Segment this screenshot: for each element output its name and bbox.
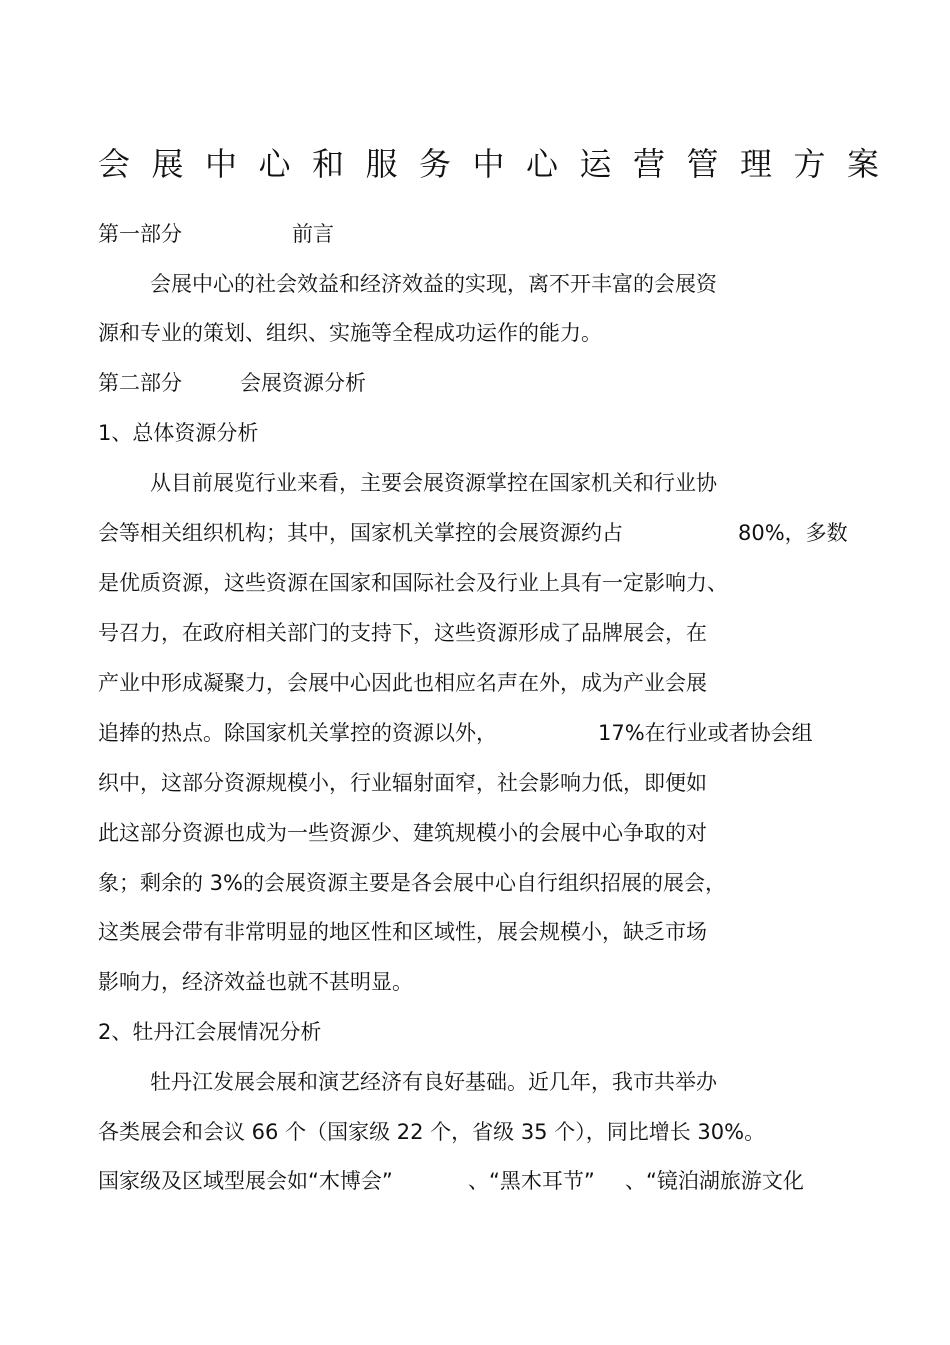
section2-line: 各类展会和会议 66 个（国家级 22 个，省级 35 个），同比增长 30%。	[98, 1120, 766, 1144]
section1-text: 17%在行业或者协会组	[598, 721, 813, 745]
section1-line: 是优质资源，这些资源在国家和国际社会及行业上具有一定影响力、	[98, 571, 728, 595]
part1-paragraph-line: 会展中心的社会效益和经济效益的实现，离不开丰富的会展资	[150, 272, 717, 296]
part2-heading: 会展资源分析	[240, 371, 366, 395]
section2-text: 国家级及区域型展会如“木博会”	[98, 1169, 393, 1193]
section2-heading: 2、牡丹江会展情况分析	[98, 1020, 322, 1044]
section2-line	[98, 1166, 804, 1196]
part1-heading: 前言	[292, 222, 334, 246]
section1-text: 会等相关组织机构；其中，国家机关掌控的会展资源约占	[98, 521, 623, 545]
section1-line	[98, 718, 813, 748]
part1-heading-row	[98, 219, 334, 249]
part2-heading-row	[98, 368, 366, 398]
section1-line: 影响力，经济效益也就不甚明显。	[98, 970, 413, 994]
part1-paragraph-line: 源和专业的策划、组织、实施等全程成功运作的能力。	[98, 321, 602, 345]
section1-line: 号召力，在政府相关部门的支持下，这些资源形成了品牌展会，在	[98, 621, 707, 645]
section1-line: 从目前展览行业来看，主要会展资源掌控在国家机关和行业协	[150, 471, 717, 495]
document-title: 会展中心和服务中心运营管理方案	[98, 145, 901, 183]
section1-line	[98, 518, 848, 548]
part2-label: 第二部分	[98, 371, 182, 395]
section1-line: 这类展会带有非常明显的地区性和区域性，展会规模小，缺乏市场	[98, 920, 707, 944]
section2-text: 、“黑木耳节”	[468, 1169, 595, 1193]
section2-text: 、“镜泊湖旅游文化	[625, 1169, 804, 1193]
section1-line: 此这部分资源也成为一些资源少、建筑规模小的会展中心争取的对	[98, 821, 707, 845]
section1-text: 追捧的热点。除国家机关掌控的资源以外，	[98, 721, 497, 745]
section1-heading: 1、总体资源分析	[98, 421, 259, 445]
section1-line: 织中，这部分资源规模小，行业辐射面窄，社会影响力低，即便如	[98, 771, 707, 795]
section1-line: 象；剩余的 3%的会展资源主要是各会展中心自行组织招展的展会，	[98, 871, 726, 895]
section1-line: 产业中形成凝聚力，会展中心因此也相应名声在外，成为产业会展	[98, 671, 707, 695]
section2-line: 牡丹江发展会展和演艺经济有良好基础。近几年，我市共举办	[150, 1070, 717, 1094]
section1-text: 80%，多数	[738, 521, 848, 545]
part1-label: 第一部分	[98, 222, 182, 246]
